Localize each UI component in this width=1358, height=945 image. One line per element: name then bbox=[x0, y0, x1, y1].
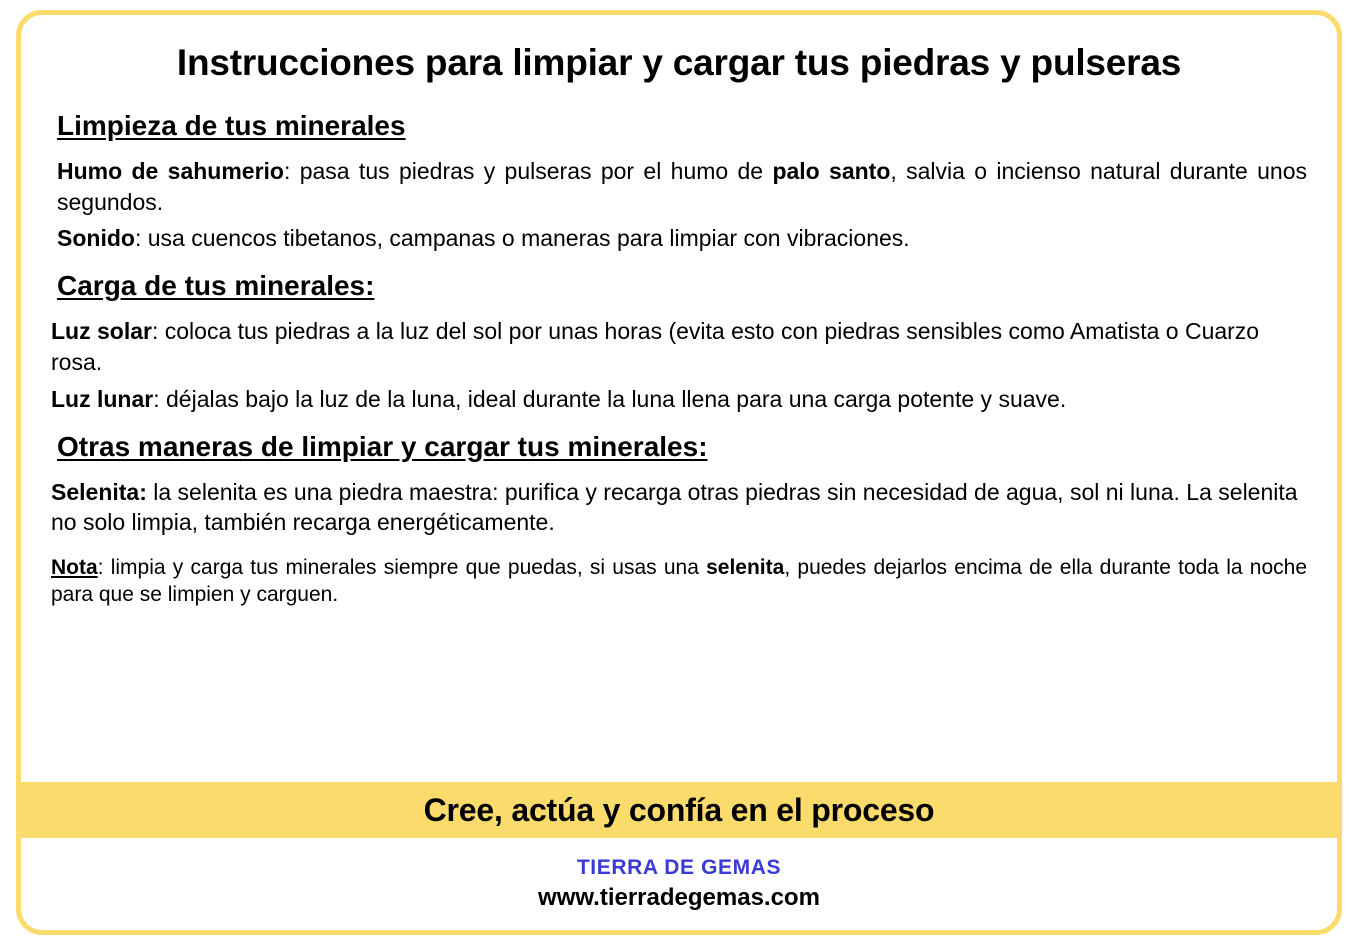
paragraph-luz-lunar bbox=[51, 384, 1307, 415]
section-otras-maneras bbox=[51, 431, 1307, 539]
brand-url[interactable]: www.tierradegemas.com bbox=[538, 884, 820, 911]
section-heading: Limpieza de tus minerales bbox=[57, 109, 406, 141]
note-bold-inline: selenita bbox=[706, 556, 785, 580]
paragraph-lead: Luz lunar bbox=[51, 385, 154, 412]
paragraph-text-a: : coloca tus piedras a la luz del sol por unas horas (evita esto con piedras sensibles como Amatista o Cuarzo rosa. bbox=[51, 318, 1260, 375]
section-limpieza bbox=[51, 110, 1307, 254]
paragraph-lead: Sonido bbox=[57, 225, 135, 252]
section-carga bbox=[51, 270, 1307, 414]
section-heading: Carga de tus minerales: bbox=[57, 270, 375, 302]
paragraph-bold-inline: palo santo bbox=[772, 157, 891, 184]
paragraph-text-a: : déjalas bajo la luz de la luna, ideal durante la luna llena para una carga potente y suave. bbox=[153, 385, 1067, 412]
brand-name: TIERRA DE GEMAS bbox=[576, 856, 782, 879]
brand-footer bbox=[21, 838, 1337, 930]
paragraph-humo-de-sahumerio bbox=[51, 156, 1307, 218]
paragraph-text-a: la selenita es una piedra maestra: purifica y recarga otras piedras sin necesidad de agua, sol ni luna. La selenita no solo limpia, también recarga energéticamente. bbox=[51, 478, 1298, 536]
section-heading: Otras maneras de limpiar y cargar tus minerales: bbox=[57, 430, 708, 462]
paragraph-text-a: : usa cuencos tibetanos, campanas o maneras para limpiar con vibraciones. bbox=[134, 225, 910, 252]
paragraph-text-a: : pasa tus piedras y pulseras por el humo de bbox=[284, 157, 773, 184]
page-title: Instrucciones para limpiar y cargar tus piedras y pulseras bbox=[176, 42, 1182, 83]
note-label: Nota bbox=[51, 556, 98, 580]
paragraph-nota bbox=[51, 554, 1307, 609]
document-body bbox=[21, 15, 1337, 782]
paragraph-sonido bbox=[51, 223, 1307, 254]
slogan-text: Cree, actúa y confía en el proceso bbox=[423, 791, 935, 828]
paragraph-text-b: , salvia o incienso natural durante unos segundos. bbox=[57, 157, 1307, 215]
note-text-b: , puedes dejarlos encima de ella durante toda la noche para que se limpien y carguen. bbox=[51, 556, 1307, 607]
document-card bbox=[16, 10, 1342, 935]
paragraph-lead: Luz solar bbox=[51, 318, 152, 345]
note-text-a: : limpia y carga tus minerales siempre que puedas, si usas una bbox=[97, 556, 707, 580]
paragraph-lead: Humo de sahumerio bbox=[57, 157, 284, 184]
slogan-band bbox=[21, 782, 1337, 838]
paragraph-luz-solar bbox=[51, 316, 1307, 378]
paragraph-lead: Selenita: bbox=[51, 478, 147, 505]
paragraph-selenita bbox=[51, 477, 1307, 539]
